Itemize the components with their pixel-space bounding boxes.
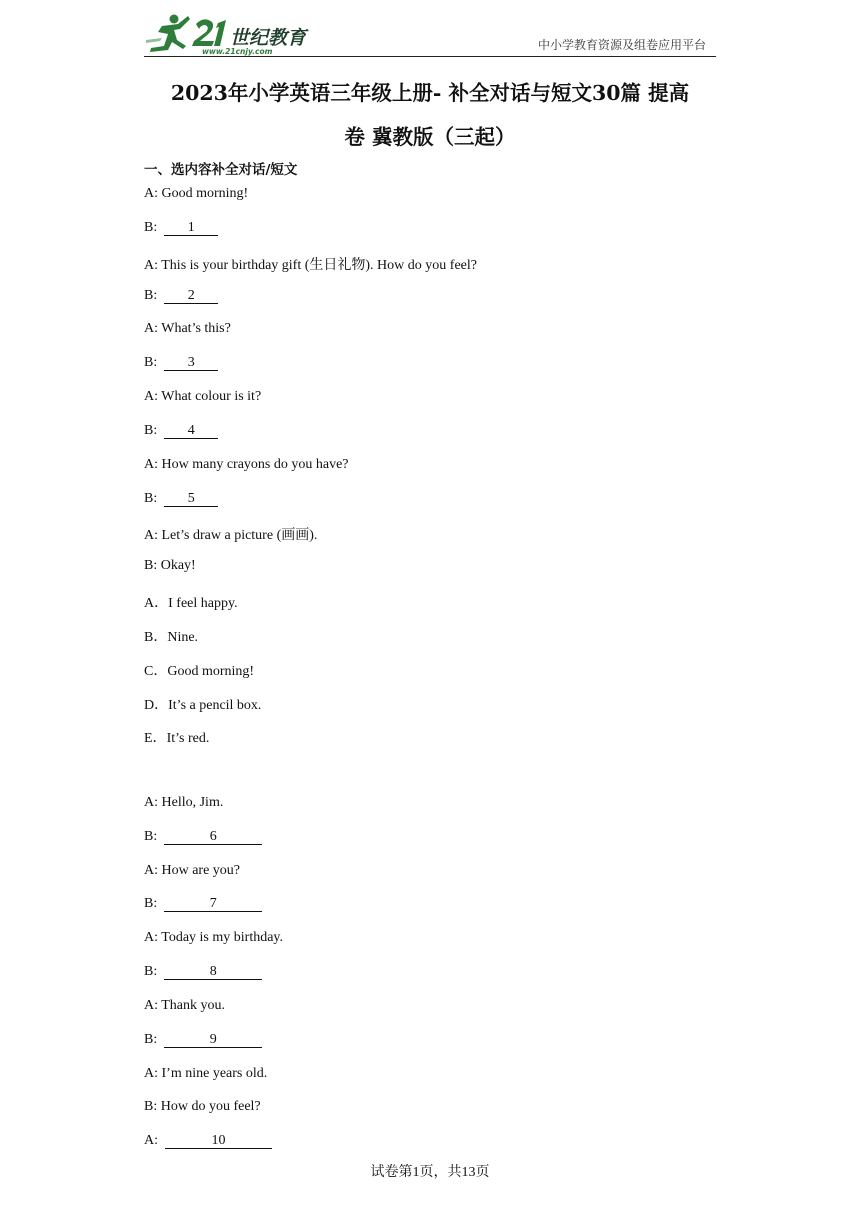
dialog-line: A: What’s this? — [144, 321, 231, 336]
dialog-line: A: I’m nine years old. — [144, 1066, 268, 1081]
dialog-line: A: How are you? — [144, 863, 241, 878]
answer-blank[interactable]: 7 — [164, 897, 262, 912]
dialog-line: A: Good morning! — [144, 186, 249, 201]
option-e: E．It’s red. — [144, 731, 210, 746]
dialog-line: B: 1 — [144, 220, 218, 236]
option-c: C．Good morning! — [144, 664, 255, 679]
svg-text:www.21cnjy.com: www.21cnjy.com — [202, 47, 273, 56]
dialog-line: B: 3 — [144, 355, 218, 371]
answer-blank[interactable]: 1 — [164, 221, 218, 236]
dialog-line: A: Let’s draw a picture (画画). — [144, 528, 318, 543]
answer-blank[interactable]: 2 — [164, 289, 218, 304]
dialog-line: A: 10 — [144, 1133, 272, 1149]
dialog-line: A: What colour is it? — [144, 389, 262, 404]
answer-blank[interactable]: 9 — [164, 1033, 262, 1048]
platform-name: 中小学教育资源及组卷应用平台 — [537, 38, 706, 52]
dialog-line: B: 4 — [144, 423, 218, 439]
dialog-line: A: This is your birthday gift (生日礼物). How do you feel? — [144, 258, 477, 273]
option-b: B．Nine. — [144, 630, 199, 645]
answer-blank[interactable]: 8 — [164, 965, 262, 980]
dialog-line: A: Thank you. — [144, 998, 226, 1013]
dialog-line: B: How do you feel? — [144, 1099, 261, 1114]
dialog-line: B: Okay! — [144, 558, 196, 573]
dialog-line: B: 5 — [144, 491, 218, 507]
answer-blank[interactable]: 4 — [164, 424, 218, 439]
option-d: D．It’s a pencil box. — [144, 698, 262, 713]
dialog-line: A: Hello, Jim. — [144, 795, 224, 810]
page-header — [144, 10, 716, 57]
logo-21cnjy — [144, 10, 319, 56]
answer-blank[interactable]: 6 — [164, 830, 262, 845]
dialog-line: B: 6 — [144, 829, 262, 845]
dialog-line: B: 8 — [144, 964, 262, 980]
dialog-line: B: 7 — [144, 896, 262, 912]
answer-blank[interactable]: 10 — [165, 1134, 272, 1149]
dialog-line: B: 9 — [144, 1032, 262, 1048]
answer-blank[interactable]: 3 — [164, 356, 218, 371]
document-title-line2: 卷 冀教版（三起） — [344, 125, 516, 149]
document-title-line1: 2023年小学英语三年级上册- 补全对话与短文30篇 提高 — [170, 81, 690, 105]
dialog-line: A: How many crayons do you have? — [144, 457, 349, 472]
answer-blank[interactable]: 5 — [164, 492, 218, 507]
page-footer: 试卷第1页，共13页 — [370, 1165, 490, 1180]
dialog-line: A: Today is my birthday. — [144, 930, 284, 945]
svg-text:世纪教育: 世纪教育 — [230, 27, 307, 49]
section-heading: 一、选内容补全对话/短文 — [144, 162, 298, 178]
dialog-line: B: 2 — [144, 288, 218, 304]
option-a: A．I feel happy. — [144, 596, 238, 611]
